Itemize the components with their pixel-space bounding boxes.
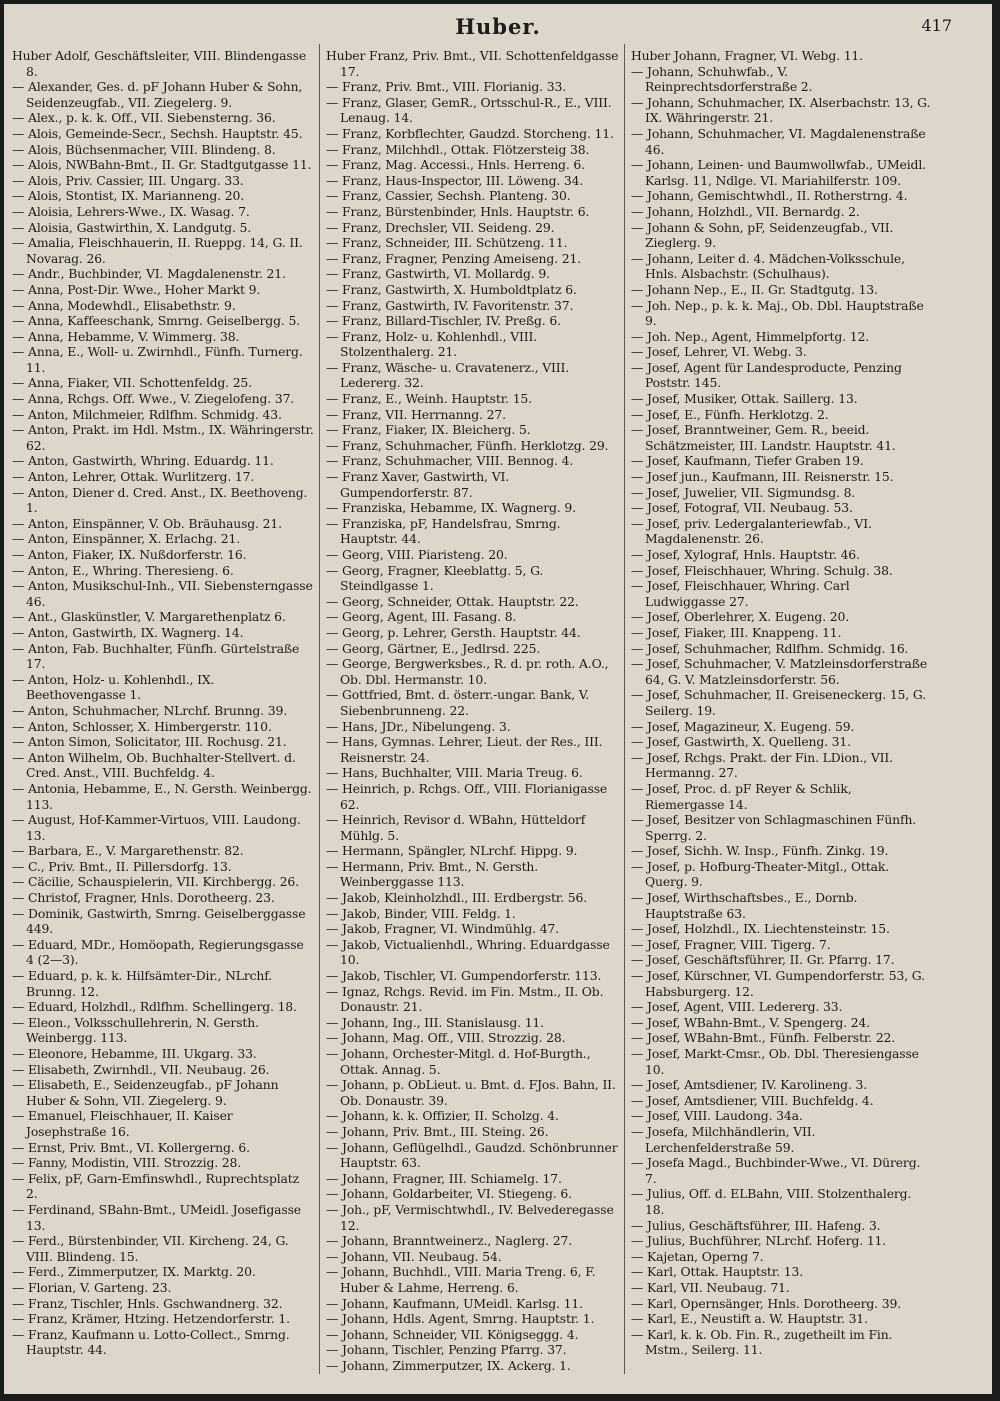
directory-page [4,4,992,1394]
directory-entry: — Johann, Fragner, III. Schiamelg. 17. [326,1170,562,1186]
directory-entry: — Franz, Drechsler, VII. Seideng. 29. [326,219,555,235]
directory-entry: — Franz, Gastwirth, VI. Mollardg. 9. [326,266,550,282]
directory-entry: — Franz, Gastwirth, IV. Favoritenstr. 37. [326,297,574,313]
directory-entry: — Franz Xaver, Gastwirth, VI. Gumpendorferstr. 87. [326,469,510,500]
directory-entry: — Josef, Rchgs. Prakt. der Fin. LDion., VII. Hermanng. 27. [631,749,893,781]
directory-entry: — Andr., Buchbinder, VI. Magdalenenstr. 21. [12,266,286,282]
directory-column-2 [326,48,620,1378]
directory-entry: — Franz, Glaser, GemR., Ortsschul-R., E., VIII. Lenaug. 14. [326,94,612,126]
directory-entry: — Julius, Geschäftsführer, III. Hafeng. 3. [631,1217,881,1233]
directory-entry: — Cäcilie, Schauspielerin, VII. Kirchbergg. 26. [12,874,299,890]
directory-entry: — Josef, Schuhmacher, II. Greiseneckerg. 15, G. Seilerg. 19. [631,687,926,718]
directory-entry: — Josef, Schuhmacher, V. Matzleinsdorferstraße 64, G. V. Matzleinsdorferstr. 56. [631,656,928,687]
directory-entry: — Franz, Schuhmacher, VIII. Bennog. 4. [326,453,574,469]
directory-entry: — Josef, Xylograf, Hnls. Hauptstr. 46. [631,547,860,562]
page-number: 417 [921,16,952,35]
directory-entry: — Georg, Fragner, Kleeblattg. 5, G. Steindlgasse 1. [326,562,544,594]
directory-entry: — Josef, Musiker, Ottak. Saillerg. 13. [631,391,858,407]
directory-entry: — Alois, NWBahn-Bmt., II. Gr. Stadtgutgasse 11. [12,157,312,173]
directory-entry: — Josef, Lehrer, VI. Webg. 3. [631,344,807,360]
directory-entry: — Josef, E., Fünfh. Herklotzg. 2. [631,406,829,422]
directory-entry: — Franz, Wäsche- u. Cravatenerz., VIII. Ledererg. 32. [326,359,570,391]
directory-entry: — Franz, Priv. Bmt., VIII. Florianig. 33. [326,79,567,95]
directory-entry: — Franz, Bürstenbinder, Hnls. Hauptstr. 6. [326,203,590,219]
directory-entry: — Josef, priv. Ledergalanteriewfab., VI. Magdalenenstr. 26. [631,515,872,547]
directory-entry: — Josef, Agent, VIII. Ledererg. 33. [631,999,843,1015]
directory-entry: — Anton, Lehrer, Ottak. Wurlitzerg. 17. [12,469,255,485]
directory-entry: — Josef, Branntweiner, Gem. R., beeid. Schätzmeister, III. Landstr. Hauptstr. 41. [631,422,896,453]
directory-entry: — Anton, Milchmeier, Rdlfhm. Schmidg. 43. [12,406,282,422]
directory-entry: — Franz, Holz- u. Kohlenhdl., VIII. Stolzenthalerg. 21. [326,328,538,360]
directory-entry: — Heinrich, p. Rchgs. Off., VIII. Florianigasse 62. [326,780,608,812]
directory-entry: — Anton, E., Whring. Theresieng. 6. [12,562,234,578]
directory-entry: — Josef, Markt-Cmsr., Ob. Dbl. Theresiengasse 10. [631,1046,919,1077]
directory-entry: — Georg, Schneider, Ottak. Hauptstr. 22. [326,593,579,609]
directory-entry: — Karl, Opernsänger, Hnls. Dorotheerg. 39. [631,1295,902,1311]
directory-entry: — Josef jun., Kaufmann, III. Reisnerstr. 15. [631,469,894,485]
directory-entry: — Anton, Holz- u. Kohlenhdl., IX. Beethovengasse 1. [12,671,215,703]
directory-entry: — Anton, Gastwirth, Whring. Eduardg. 11. [12,453,274,469]
directory-entry: — Josef, Fleischhauer, Whring. Schulg. 38. [631,562,893,578]
directory-entry: — Josef, VIII. Laudong. 34a. [631,1108,803,1124]
directory-entry: — Alex., p. k. k. Off., VII. Siebensterng. 36. [12,110,276,126]
directory-entry: — Anton, Musikschul-Inh., VII. Siebensterngasse 46. [12,578,313,609]
directory-entry: — Josef, Fleischhauer, Whring. Carl Ludwiggasse 27. [631,578,850,609]
column-divider [624,44,625,1374]
directory-entry: — Anna, Rchgs. Off. Wwe., V. Ziegelofeng. 37. [12,391,295,407]
directory-entry: — Josef, Fotograf, VII. Neubaug. 53. [631,500,853,516]
directory-entry: — Johann, Tischler, Penzing Pfarrg. 37. [326,1342,567,1358]
directory-entry: — Josef, Amtsdiener, VIII. Buchfeldg. 4. [631,1092,874,1108]
directory-entry: — Georg, Gärtner, E., Jedlrsd. 225. [326,640,541,656]
directory-entry: — Franz, Fragner, Penzing Ameiseng. 21. [326,250,581,266]
directory-entry: — Joh., pF, Vermischtwhdl., IV. Belvederegasse 12. [326,1201,614,1233]
directory-entry: — Franz, Kaufmann u. Lotto-Collect., Smrng. Hauptstr. 44. [12,1326,290,1358]
directory-entry: — Franziska, pF, Handelsfrau, Smrng. Hauptstr. 44. [326,515,561,547]
directory-entry: — Eduard, MDr., Homöopath, Regierungsgasse 4 (2—3). [12,936,304,968]
directory-entry: — Johann, Orchester-Mitgl. d. Hof-Burgth., Ottak. Annag. 5. [326,1046,591,1077]
directory-entry: — Jakob, Victualienhdl., Whring. Eduardgasse 10. [326,936,610,968]
directory-entry: — Georg, p. Lehrer, Gersth. Hauptstr. 44. [326,624,581,640]
directory-entry: — Josef, Agent für Landesproducte, Penzing Poststr. 145. [631,359,902,391]
directory-entry: — Franziska, Hebamme, IX. Wagnerg. 9. [326,500,576,516]
directory-entry: — Alexander, Ges. d. pF Johann Huber & Sohn, Seidenzeugfab., VII. Ziegelerg. 9. [12,79,303,110]
directory-entry: — Kajetan, Operng 7. [631,1248,764,1264]
directory-entry: — Aloisia, Lehrers-Wwe., IX. Wasag. 7. [12,203,250,219]
directory-entry: — Ferd., Bürstenbinder, VII. Kircheng. 24, G. VIII. Blindeng. 15. [12,1233,289,1264]
directory-entry: — Josef, p. Hofburg-Theater-Mitgl., Ottak. Querg. 9. [631,858,890,890]
directory-entry: — Josef, Geschäftsführer, II. Gr. Pfarrg. 17. [631,952,895,968]
directory-entry: — Joh. Nep., Agent, Himmelpfortg. 12. [631,328,869,344]
directory-entry: — Johann, p. ObLieut. u. Bmt. d. FJos. Bahn, II. Ob. Donaustr. 39. [326,1077,616,1108]
directory-column-3 [631,48,931,1378]
directory-entry: — Josef, Holzhdl., IX. Liechtensteinstr. 15. [631,921,890,937]
directory-entry: — Josefa, Milchhändlerin, VII. Lerchenfelderstraße 59. [631,1123,816,1155]
directory-entry: — Josefa Magd., Buchbinder-Wwe., VI. Dürerg. 7. [631,1155,921,1186]
directory-entry: — Franz, E., Weinh. Hauptstr. 15. [326,391,532,407]
directory-entry: — Alois, Büchsenmacher, VIII. Blindeng. 8. [12,141,276,157]
directory-entry: — Johann, Schneider, VII. Königseggg. 4. [326,1326,579,1342]
directory-entry: — Johann, Priv. Bmt., III. Steing. 26. [326,1123,549,1139]
directory-entry: — Johann, Kaufmann, UMeidl. Karlsg. 11. [326,1295,583,1311]
directory-entry: — Jakob, Fragner, VI. Windmühlg. 47. [326,921,559,937]
directory-entry: — August, Hof-Kammer-Virtuos, VIII. Laudong. 13. [12,812,301,843]
directory-entry: — Johann, Branntweinerz., Naglerg. 27. [326,1233,572,1249]
directory-entry: — Johann, VII. Neubaug. 54. [326,1248,502,1264]
directory-entry: — Johann, Ing., III. Stanislausg. 11. [326,1014,544,1030]
directory-entry: — Johann, Schuhmacher, VI. Magdalenenstraße 46. [631,125,926,157]
directory-entry: — Franz, Schuhmacher, Fünfh. Herklotzg. 29. [326,437,609,453]
column-divider [319,44,320,1374]
directory-entry: — Eleonore, Hebamme, III. Ukgarg. 33. [12,1046,257,1061]
directory-entry: — Alois, Priv. Cassier, III. Ungarg. 33. [12,172,244,188]
directory-entry: — Anna, Hebamme, V. Wimmerg. 38. [12,328,240,344]
directory-entry: — Johann, Schuhwfab., V. Reinprechtsdorferstraße 2. [631,63,813,95]
directory-entry: — Anna, E., Woll- u. Zwirnhdl., Fünfh. Turnerg. 11. [12,344,303,375]
directory-entry: — Johann, Mag. Off., VIII. Strozzig. 28. [326,1030,566,1046]
directory-entry: — Ant., Glaskünstler, V. Margarethenplatz 6. [12,609,286,625]
directory-entry: — George, Bergwerksbes., R. d. pr. roth. A.O., Ob. Dbl. Hermanstr. 10. [326,656,609,687]
directory-entry: — Gottfried, Bmt. d. österr.-ungar. Bank, V. Siebenbrunneng. 22. [326,687,590,718]
directory-entry: — Karl, VII. Neubaug. 71. [631,1279,790,1295]
directory-entry: — Franz, Korbflechter, Gaudzd. Storcheng. 11. [326,125,614,141]
directory-entry: — Ferd., Zimmerputzer, IX. Marktg. 20. [12,1264,256,1280]
directory-entry: — Aloisia, Gastwirthin, X. Landgutg. 5. [12,219,252,235]
directory-entry: — Ignaz, Rchgs. Revid. im Fin. Mstm., II. Ob. Donaustr. 21. [326,983,604,1015]
directory-entry: — Franz, Billard-Tischler, IV. Preßg. 6. [326,313,561,329]
directory-entry: — Anton Simon, Solicitator, III. Rochusg. 21. [12,734,287,750]
directory-entry: — Julius, Off. d. ELBahn, VIII. Stolzenthalerg. 18. [631,1186,912,1217]
directory-entry: — Anton, Schlosser, X. Himbergerstr. 110. [12,718,272,734]
directory-entry: — Anna, Fiaker, VII. Schottenfeldg. 25. [12,375,252,391]
directory-entry: — Anton, Diener d. Cred. Anst., IX. Beethoveng. 1. [12,484,308,516]
directory-entry: — C., Priv. Bmt., II. Pillersdorfg. 13. [12,858,232,874]
directory-entry: — Georg, Agent, III. Fasang. 8. [326,609,517,625]
directory-entry: — Amalia, Fleischhauerin, II. Rueppg. 14, G. II. Novarag. 26. [12,235,303,266]
directory-entry: Huber Johann, Fragner, VI. Webg. 11. [631,48,863,63]
directory-entry: — Christof, Fragner, Hnls. Dorotheerg. 23. [12,890,275,906]
directory-entry: — Eduard, p. k. k. Hilfsämter-Dir., NLrchf. Brunng. 12. [12,968,273,999]
directory-entry: — Karl, Ottak. Hauptstr. 13. [631,1264,803,1280]
directory-entry: — Josef, Oberlehrer, X. Eugeng. 20. [631,609,850,625]
directory-entry: — Johann, k. k. Offizier, II. Scholzg. 4. [326,1108,559,1124]
directory-entry: — Josef, Proc. d. pF Reyer & Schlik, Riemergasse 14. [631,780,852,812]
directory-entry: — Johann, Goldarbeiter, VI. Stiegeng. 6. [326,1186,572,1202]
directory-entry: — Johann, Holzhdl., VII. Bernardg. 2. [631,203,860,219]
directory-entry: — Hans, JDr., Nibelungeng. 3. [326,718,511,734]
directory-entry: — Anton, Gastwirth, IX. Wagnerg. 14. [12,624,244,640]
directory-entry: — Dominik, Gastwirth, Smrng. Geiselberggasse 449. [12,905,306,937]
directory-entry: Huber Franz, Priv. Bmt., VII. Schottenfeldgasse 17. [326,48,619,79]
directory-entry: — Karl, k. k. Ob. Fin. R., zugetheilt im Fin. Mstm., Seilerg. 11. [631,1326,893,1358]
directory-entry: — Anton, Einspänner, X. Erlachg. 21. [12,531,241,547]
directory-entry: — Johann, Hdls. Agent, Smrng. Hauptstr. 1. [326,1311,595,1327]
directory-entry: — Ferdinand, SBahn-Bmt., UMeidl. Josefigasse 13. [12,1201,301,1233]
directory-entry: — Elisabeth, Zwirnhdl., VII. Neubaug. 26. [12,1061,270,1077]
directory-entry: — Florian, V. Garteng. 23. [12,1279,172,1295]
directory-entry: — Eduard, Holzhdl., Rdlfhm. Schellingerg. 18. [12,999,297,1015]
directory-entry: — Hans, Buchhalter, VIII. Maria Treug. 6. [326,765,583,781]
directory-entry: — Johann, Schuhmacher, IX. Alserbachstr. 13, G. IX. Währingerstr. 21. [631,94,931,126]
directory-entry: — Johann, Geflügelhdl., Gaudzd. Schönbrunner Hauptstr. 63. [326,1139,618,1171]
directory-entry: — Ernst, Priv. Bmt., VI. Kollergerng. 6. [12,1139,250,1155]
directory-entry: — Georg, VIII. Piaristeng. 20. [326,547,508,562]
directory-entry: — Josef, Schuhmacher, Rdlfhm. Schmidg. 16. [631,640,909,656]
directory-entry: — Anton, Einspänner, V. Ob. Bräuhausg. 21. [12,515,282,531]
directory-entry: — Anna, Kaffeeschank, Smrng. Geiselbergg. 5. [12,313,300,329]
directory-entry: — Joh. Nep., p. k. k. Maj., Ob. Dbl. Hauptstraße 9. [631,297,924,329]
directory-entry: — Josef, Magazineur, X. Eugeng. 59. [631,718,855,734]
directory-entry: — Jakob, Kleinholzhdl., III. Erdbergstr. 56. [326,890,588,906]
directory-entry: — Anton, Schuhmacher, NLrchf. Brunng. 39. [12,702,288,718]
directory-entry: — Fanny, Modistin, VIII. Strozzig. 28. [12,1155,242,1171]
directory-entry: — Josef, Gastwirth, X. Quelleng. 31. [631,734,851,750]
directory-entry: — Hermann, Priv. Bmt., N. Gersth. Weinberggasse 113. [326,858,539,890]
directory-entry: — Franz, Tischler, Hnls. Gschwandnerg. 32. [12,1295,283,1311]
directory-entry: — Elisabeth, E., Seidenzeugfab., pF Johann Huber & Sohn, VII. Ziegelerg. 9. [12,1077,279,1108]
directory-entry: — Alois, Stontist, IX. Marianneng. 20. [12,188,244,204]
page-title: Huber. [455,14,541,39]
directory-entry: — Franz, Haus-Inspector, III. Löweng. 34. [326,172,584,188]
directory-entry: — Franz, Cassier, Sechsh. Planteng. 30. [326,188,571,204]
directory-entry: — Eleon., Volksschullehrerin, N. Gersth. Weinbergg. 113. [12,1014,259,1046]
directory-entry: — Emanuel, Fleischhauer, II. Kaiser Josephstraße 16. [12,1108,233,1139]
directory-entry: — Josef, Amtsdiener, IV. Karolineng. 3. [631,1077,868,1093]
directory-entry: — Josef, Besitzer von Schlagmaschinen Fünfh. Sperrg. 2. [631,812,917,843]
directory-entry: — Hans, Gymnas. Lehrer, Lieut. der Res., III. Reisnerstr. 24. [326,734,603,765]
directory-entry: — Heinrich, Revisor d. WBahn, Hütteldorf Mühlg. 5. [326,812,586,843]
directory-entry: — Anna, Modewhdl., Elisabethstr. 9. [12,297,236,313]
directory-entry: Huber Adolf, Geschäftsleiter, VIII. Blindengasse 8. [12,48,306,79]
directory-entry: — Johann, Leinen- und Baumwollwfab., UMeidl. Karlsg. 11, Ndlge. VI. Mariahilferstr. 109. [631,157,926,188]
directory-entry: — Jakob, Tischler, VI. Gumpendorferstr. 113. [326,968,602,984]
directory-entry: — Franz, Krämer, Htzing. Hetzendorferstr. 1. [12,1311,290,1327]
directory-entry: — Josef, Fiaker, III. Knappeng. 11. [631,624,842,640]
directory-entry: — Anton, Fab. Buchhalter, Fünfh. Gürtelstraße 17. [12,640,300,672]
directory-column-1 [12,48,314,1378]
directory-entry: — Josef, Juwelier, VII. Sigmundsg. 8. [631,484,856,500]
directory-entry: — Johann Nep., E., II. Gr. Stadtgutg. 13. [631,281,878,297]
directory-entry: — Hermann, Spängler, NLrchf. Hippg. 9. [326,843,578,859]
directory-entry: — Johann, Buchhdl., VIII. Maria Treng. 6, F. Huber & Lahme, Herreng. 6. [326,1264,596,1295]
directory-entry: — Franz, Fiaker, IX. Bleicherg. 5. [326,422,531,438]
directory-entry: — Anton, Prakt. im Hdl. Mstm., IX. Währingerstr. 62. [12,422,314,453]
directory-entry: — Josef, WBahn-Bmt., Fünfh. Felberstr. 22. [631,1030,896,1046]
directory-entry: — Alois, Gemeinde-Secr., Sechsh. Hauptstr. 45. [12,125,303,141]
directory-entry: — Josef, Fragner, VIII. Tigerg. 7. [631,936,831,952]
directory-entry: — Johann, Gemischtwhdl., II. Rotherstrng. 4. [631,188,908,204]
directory-entry: — Josef, Wirthschaftsbes., E., Dornb. Hauptstraße 63. [631,890,858,921]
directory-entry: — Franz, Mag. Accessi., Hnls. Herreng. 6. [326,157,585,173]
directory-entry: — Josef, Kaufmann, Tiefer Graben 19. [631,453,864,469]
directory-entry: — Karl, E., Neustift a. W. Hauptstr. 31. [631,1311,868,1327]
directory-entry: — Johann, Leiter d. 4. Mädchen-Volksschule, Hnls. Alsbachstr. (Schulhaus). [631,250,905,282]
page-header [4,10,992,44]
directory-entry: — Josef, WBahn-Bmt., V. Spengerg. 24. [631,1014,871,1030]
directory-entry: — Franz, Gastwirth, X. Humboldtplatz 6. [326,281,577,297]
directory-entry: — Franz, VII. Herrnanng. 27. [326,406,506,422]
directory-entry: — Anna, Post-Dir. Wwe., Hoher Markt 9. [12,281,261,297]
directory-entry: — Johann, Zimmerputzer, IX. Ackerg. 1. [326,1357,571,1373]
directory-entry: — Barbara, E., V. Margarethenstr. 82. [12,843,244,859]
directory-entry: — Jakob, Binder, VIII. Feldg. 1. [326,905,516,921]
directory-entry: — Julius, Buchführer, NLrchf. Hoferg. 11. [631,1233,887,1249]
directory-entry: — Josef, Kürschner, VI. Gumpendorferstr. 53, G. Habsburgerg. 12. [631,968,925,999]
directory-entry: — Antonia, Hebamme, E., N. Gersth. Weinbergg. 113. [12,780,312,812]
directory-entry: — Josef, Sichh. W. Insp., Fünfh. Zinkg. 19. [631,843,889,859]
directory-entry: — Anton, Fiaker, IX. Nußdorferstr. 16. [12,547,247,562]
directory-entry: — Felix, pF, Garn-Emfinswhdl., Ruprechtsplatz 2. [12,1170,299,1202]
directory-entry: — Anton Wilhelm, Ob. Buchhalter-Stellvert. d. Cred. Anst., VIII. Buchfeldg. 4. [12,749,296,781]
directory-entry: — Franz, Schneider, III. Schützeng. 11. [326,235,568,251]
directory-entry: — Franz, Milchhdl., Ottak. Flötzersteig 38. [326,141,590,157]
directory-entry: — Johann & Sohn, pF, Seidenzeugfab., VII. Zieglerg. 9. [631,219,894,251]
